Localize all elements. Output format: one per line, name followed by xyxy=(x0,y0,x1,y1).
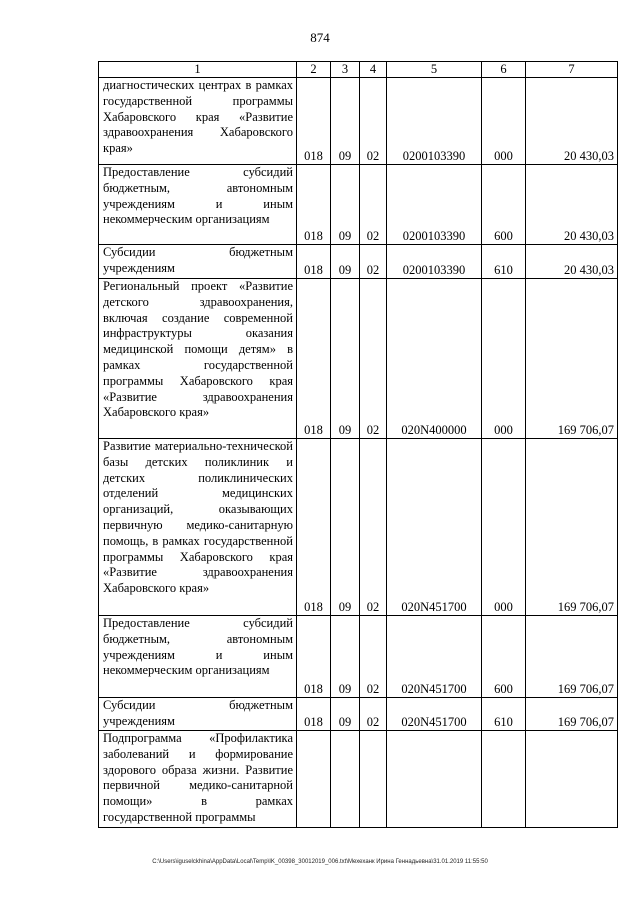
cell-sum: 20 430,03 xyxy=(526,78,618,165)
cell-pr: 02 xyxy=(360,245,387,279)
cell-pr: 02 xyxy=(360,78,387,165)
cell-pr: 02 xyxy=(360,165,387,245)
column-header: 7 xyxy=(526,62,618,78)
row-name: Предоставление субсидий бюджетным, автономным учреждениям и иным некоммерческим организациям xyxy=(99,165,297,245)
column-header: 1 xyxy=(99,62,297,78)
cell-gr: 018 xyxy=(297,245,331,279)
cell-gr: 018 xyxy=(297,165,331,245)
cell-csr: 020N451700 xyxy=(387,616,482,698)
cell-csr: 0200103390 xyxy=(387,165,482,245)
cell-sum: 169 706,07 xyxy=(526,279,618,439)
cell-vr: 600 xyxy=(482,165,526,245)
row-name: Региональный проект «Развитие детского здравоохранения, включая создание современной инфраструктуры оказания медицинской помощи детям» в рамках государственной программы Хабаровского края «Развитие здравоохранения Хабаровского края» xyxy=(99,279,297,439)
cell-vr: 600 xyxy=(482,616,526,698)
row-name: диагностических центрах в рамках государственной программы Хабаровского края «Развитие здравоохранения Хабаровского края» xyxy=(99,78,297,165)
cell-csr: 0200103390 xyxy=(387,78,482,165)
row-name: Предоставление субсидий бюджетным, автономным учреждениям и иным некоммерческим организациям xyxy=(99,616,297,698)
cell-csr xyxy=(387,731,482,828)
budget-table xyxy=(98,61,618,828)
cell-gr: 018 xyxy=(297,616,331,698)
cell-vr: 000 xyxy=(482,279,526,439)
page-number: 874 xyxy=(310,30,330,45)
cell-csr: 0200103390 xyxy=(387,245,482,279)
cell-vr xyxy=(482,731,526,828)
table-row xyxy=(99,279,618,439)
table-header-row xyxy=(99,62,618,78)
cell-rz: 09 xyxy=(331,165,360,245)
row-name: Развитие материально-технической базы детских поликлиник и детских поликлинических отделений медицинских организаций, оказывающих первичную медико-санитарную помощь, в рамках государственной программы Хабаровского края «Развитие здравоохранения Хабаровского края» xyxy=(99,439,297,616)
cell-sum xyxy=(526,731,618,828)
cell-sum: 169 706,07 xyxy=(526,616,618,698)
table-row xyxy=(99,165,618,245)
row-name: Субсидии бюджетным учреждениям xyxy=(99,245,297,279)
cell-rz: 09 xyxy=(331,439,360,616)
cell-pr: 02 xyxy=(360,279,387,439)
table-row xyxy=(99,698,618,731)
column-header: 5 xyxy=(387,62,482,78)
cell-csr: 020N451700 xyxy=(387,439,482,616)
cell-sum: 169 706,07 xyxy=(526,698,618,731)
cell-pr: 02 xyxy=(360,616,387,698)
cell-rz: 09 xyxy=(331,245,360,279)
table-row xyxy=(99,78,618,165)
cell-rz: 09 xyxy=(331,279,360,439)
cell-gr: 018 xyxy=(297,78,331,165)
table-row xyxy=(99,439,618,616)
cell-vr: 000 xyxy=(482,439,526,616)
cell-vr: 610 xyxy=(482,698,526,731)
cell-csr: 020N451700 xyxy=(387,698,482,731)
table-row xyxy=(99,731,618,828)
cell-rz: 09 xyxy=(331,616,360,698)
cell-gr: 018 xyxy=(297,439,331,616)
cell-gr: 018 xyxy=(297,279,331,439)
cell-rz xyxy=(331,731,360,828)
cell-pr xyxy=(360,731,387,828)
table-row xyxy=(99,616,618,698)
row-name: Субсидии бюджетным учреждениям xyxy=(99,698,297,731)
column-header: 6 xyxy=(482,62,526,78)
cell-csr: 020N400000 xyxy=(387,279,482,439)
cell-sum: 169 706,07 xyxy=(526,439,618,616)
footer-file-path: C:\Users\iguselckhina\AppData\Local\Temp\IK_00398_30012019_006.txt\Мехеханк Ирина Геннадьевна\31.01.2019 11:55:50 xyxy=(152,859,488,865)
cell-sum: 20 430,03 xyxy=(526,245,618,279)
cell-sum: 20 430,03 xyxy=(526,165,618,245)
column-header: 2 xyxy=(297,62,331,78)
cell-pr: 02 xyxy=(360,698,387,731)
table-row xyxy=(99,245,618,279)
cell-rz: 09 xyxy=(331,78,360,165)
cell-pr: 02 xyxy=(360,439,387,616)
cell-vr: 610 xyxy=(482,245,526,279)
row-name: Подпрограмма «Профилактика заболеваний и формирование здорового образа жизни. Развитие первичной медико-санитарной помощи» в рамках государственной программы xyxy=(99,731,297,828)
cell-gr: 018 xyxy=(297,698,331,731)
cell-gr xyxy=(297,731,331,828)
cell-rz: 09 xyxy=(331,698,360,731)
column-header: 3 xyxy=(331,62,360,78)
cell-vr: 000 xyxy=(482,78,526,165)
column-header: 4 xyxy=(360,62,387,78)
